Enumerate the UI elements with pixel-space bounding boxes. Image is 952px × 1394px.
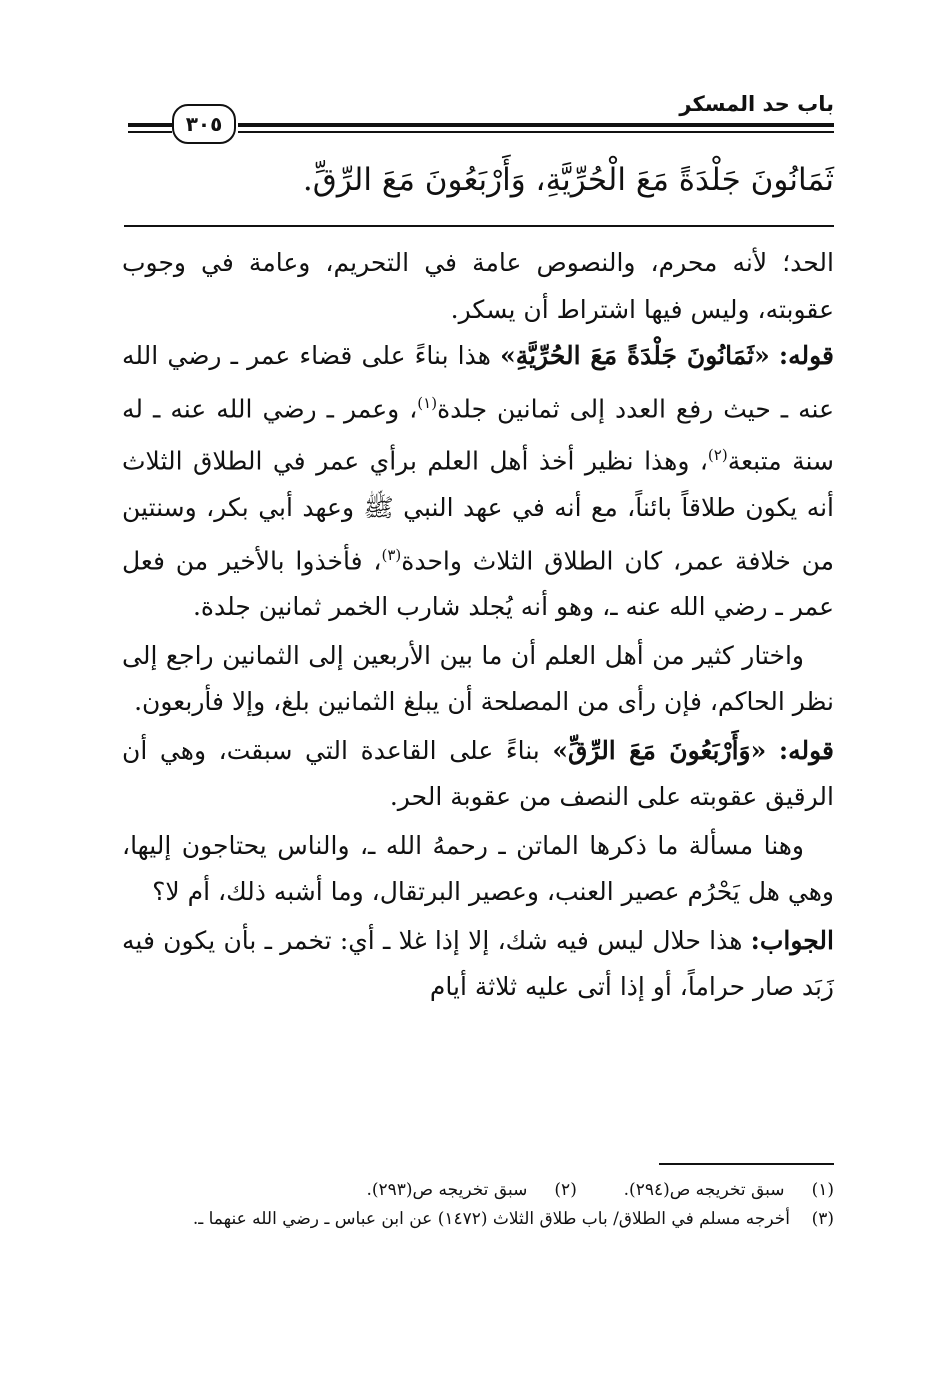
paragraph-4	[122, 728, 834, 821]
commentary-body	[122, 240, 834, 1011]
quoted-matn-2: «وَأَرْبَعُونَ مَعَ الرِّقِّ»	[552, 735, 767, 765]
footnote-ref-3[interactable]: (٣)	[381, 545, 402, 564]
paragraph-2-text-b: ، وعمر ـ رضي الله عنه ـ له سنة متبعة	[122, 393, 834, 476]
footnote-3-text: أخرجه مسلم في الطلاق/ باب طلاق الثلاث (١٤٧٢) عن ابن عباس ـ رضي الله عنهما ـ.	[192, 1209, 790, 1229]
paragraph-1	[122, 240, 834, 333]
paragraph-5	[122, 823, 834, 916]
footnote-1-text: سبق تخريجه ص(٢٩٤).	[623, 1180, 785, 1200]
paragraph-2-text-c: ، وهذا نظير أخذ أهل العلم برأي عمر في الطلاق الثلاث أنه يكون طلاقاً بائناً، مع أنه في عهد النبي ﷺ وعهد أبي بكر، وسنتين من خلافة عمر، كان الطلاق الثلاث واحدة	[122, 446, 835, 575]
footnote-row-3	[122, 1205, 834, 1234]
paragraph-2	[122, 333, 834, 631]
header-rule-thick	[238, 123, 834, 127]
paragraph-2-text-d: ، فأخذوا بالأخير من فعل عمر ـ رضي الله عنه ـ، وهو أنه يُجلد شارب الخمر ثمانين جلدة.	[122, 545, 834, 622]
paragraph-3	[122, 633, 834, 726]
page-number: ٣٠٥	[185, 112, 223, 136]
quoted-matn: «ثَمَانُونَ جَلْدَةً مَعَ الحُرِّيَّةِ»	[500, 341, 770, 370]
footnote-separator	[659, 1163, 834, 1165]
header-rule-thin	[238, 131, 834, 133]
page-number-frame	[172, 104, 236, 144]
header-rule-left-thick	[128, 123, 172, 127]
running-title: باب حد المسكر	[679, 92, 834, 116]
qawluh-label: قوله:	[778, 341, 834, 370]
header-rule-left-thin	[128, 131, 172, 133]
footnote-3-number: (٣)	[811, 1209, 834, 1229]
footnote-ref-1[interactable]: (١)	[417, 393, 438, 412]
paragraph-5-text: وهنا مسألة ما ذكرها الماتن ـ رحمهُ الله ـ، والناس يحتاجون إليها، وهي هل يَحْرُم عصير العنب، وعصير البرتقال، وما أشبه ذلك، أم لا؟	[122, 830, 834, 907]
paragraph-2-text-a: هذا بناءً على قضاء عمر ـ رضي الله عنه ـ حيث رفع العدد إلى ثمانين جلدة	[122, 341, 834, 423]
footnote-2-text: سبق تخريجه ص(٢٩٣).	[366, 1180, 528, 1200]
answer-label: الجواب:	[750, 925, 834, 955]
paragraph-1-text: الحد؛ لأنه محرم، والنصوص عامة في التحريم، وعامة في وجوب عقوبته، وليس فيها اشتراط أن يسكر.	[122, 248, 834, 324]
matn-separator	[124, 225, 834, 227]
paragraph-4-text: بناءً على القاعدة التي سبقت، وهي أن الرقيق عقوبته على النصف من عقوبة الحر.	[122, 735, 834, 812]
footnote-2-number: (٢)	[554, 1180, 577, 1200]
footnote-ref-2[interactable]: (٢)	[707, 446, 728, 465]
footnotes	[122, 1176, 834, 1234]
paragraph-6	[122, 918, 834, 1011]
matn-text: ثَمَانُونَ جَلْدَةً مَعَ الْحُرِّيَّةِ، وَأَرْبَعُونَ مَعَ الرِّقِّ.	[302, 162, 834, 198]
footnote-row-1	[122, 1176, 834, 1205]
qawluh-label-2: قوله:	[778, 735, 834, 765]
paragraph-6-text: هذا حلال ليس فيه شك، إلا إذا غلا ـ أي: تخمر ـ بأن يكون فيه زَبَد صار حراماً، أو إذا أتى عليه ثلاثة أيام	[122, 925, 834, 1002]
footnote-1-number: (١)	[811, 1180, 834, 1200]
paragraph-3-text: واختار كثير من أهل العلم أن ما بين الأربعين إلى الثمانين راجع إلى نظر الحاكم، فإن رأى من المصلحة أن يبلغ الثمانين بلغ، وإلا فأربعون.	[122, 640, 834, 717]
